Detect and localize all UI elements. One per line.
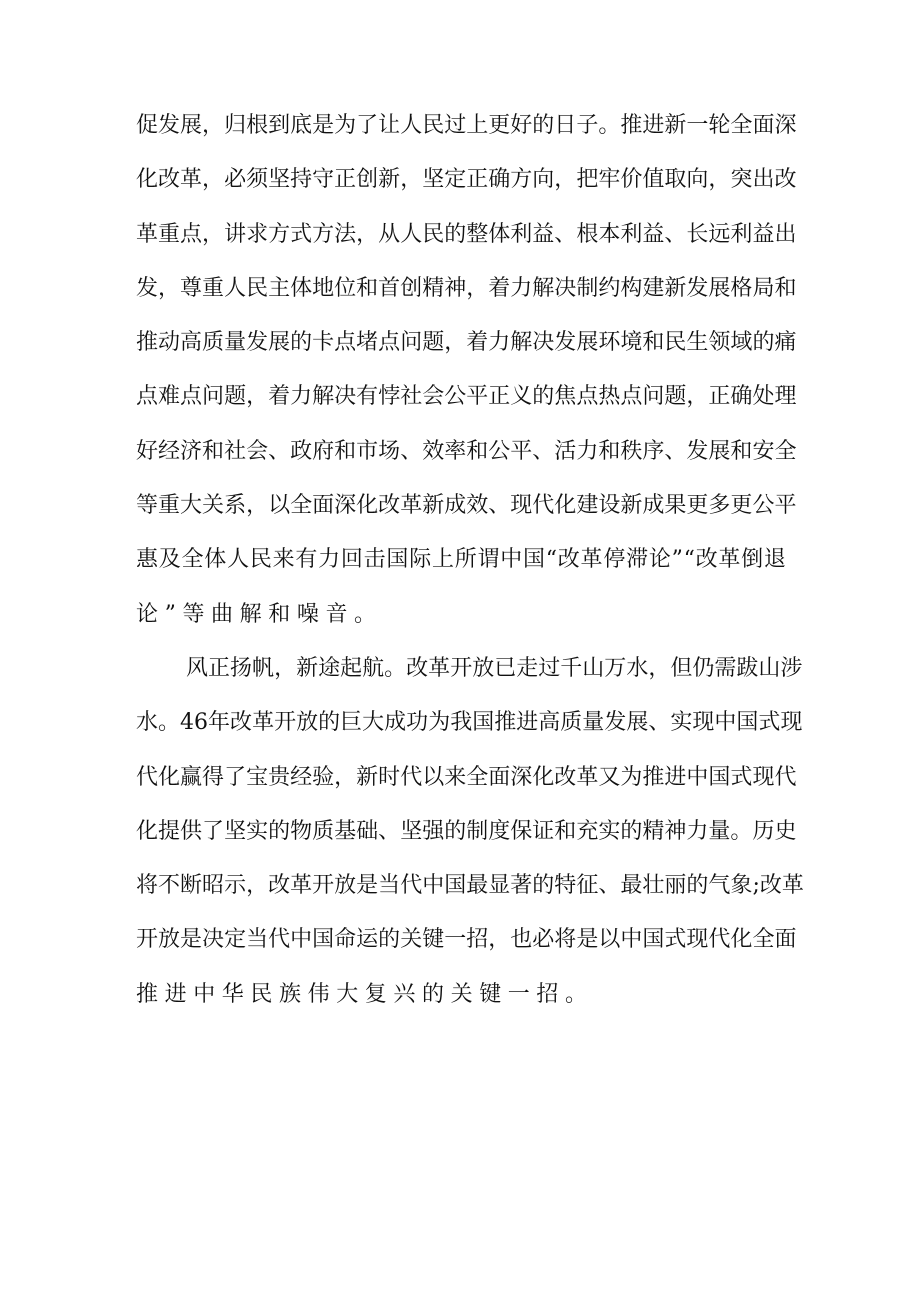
paragraph-line: 推进中华民族伟大复兴的关键一招。 [136,981,594,1007]
document-body [136,99,804,1022]
paragraph-line: 发 ， 尊 重 人 民 主 体 地 位 和 首 创 精 神 ， 着 力 解 决 制 约 构 建 新 发 展 格 局 和 [136,275,797,301]
paragraph-line: 点 难 点 问 题 ， 着 力 解 决 有 悖 社 会 公 平 正 义 的 焦 点 热 点 问 题 ， 正 确 处 理 [136,384,797,410]
paragraph-line: 推 动 高 质 量 发 展 的 卡 点 堵 点 问 题 ， 着 力 解 决 发 展 环 境 和 民 生 领 域 的 痛 [136,330,797,356]
paragraph-line: 化 改 革 ， 必 须 坚 持 守 正 创 新 ， 坚 定 正 确 方 向 ， 把 牢 价 值 取 向 ， 突 出 改 [136,167,797,193]
paragraph-line: 代 化 赢 得 了 宝 贵 经 验 ， 新 时 代 以 来 全 面 深 化 改 革 又 为 推 进 中 国 式 现 代 [136,764,797,790]
paragraph-line: 惠 及 全 体 人 民 来 有 力 回 击 国 际 上 所 谓 中 国 “ 改 革 停 滞 论 ” “ 改 革 倒 退 [136,547,786,573]
paragraph-line: 风 正 扬 帆 ， 新 途 起 航 。 改 革 开 放 已 走 过 千 山 万 水 ， 但 仍 需 跋 山 涉 [186,655,803,681]
paragraph-line: 促 发 展 ， 归 根 到 底 是 为 了 让 人 民 过 上 更 好 的 日 子 。 推 进 新 一 轮 全 面 深 [136,113,797,138]
paragraph-1 [136,99,797,642]
paragraph-line: 革 重 点 ， 讲 求 方 式 方 法 ， 从 人 民 的 整 体 利 益 、 根 本 利 益 、 长 远 利 益 出 [136,221,797,247]
paragraph-line: 好 经 济 和 社 会 、 政 府 和 市 场 、 效 率 和 公 平 、 活 力 和 秩 序 、 发 展 和 安 全 [136,438,797,464]
paragraph-line: 化 提 供 了 坚 实 的 物 质 基 础 、 坚 强 的 制 度 保 证 和 充 实 的 精 神 力 量 。 历 史 [136,818,797,844]
paragraph-line: 将 不 断 昭 示 ， 改 革 开 放 是 当 代 中 国 最 显 著 的 特 征 、 最 壮 丽 的 气 象 ; 改 革 [136,873,804,899]
paragraph-line: 开 放 是 决 定 当 代 中 国 命 运 的 关 键 一 招 ， 也 必 将 是 以 中 国 式 现 代 化 全 面 [136,927,797,953]
paragraph-line: 论”等曲解和噪音。 [136,601,383,627]
paragraph-line: 等 重 大 关 系 ， 以 全 面 深 化 改 革 新 成 效 、 现 代 化 建 设 新 成 果 更 多 更 公 平 [136,493,797,519]
paragraph-line: 水 。 46 年 改 革 开 放 的 巨 大 成 功 为 我 国 推 进 高 质 量 发 展 、 实 现 中 国 式 现 [136,710,803,736]
paragraph-2 [136,642,804,1022]
